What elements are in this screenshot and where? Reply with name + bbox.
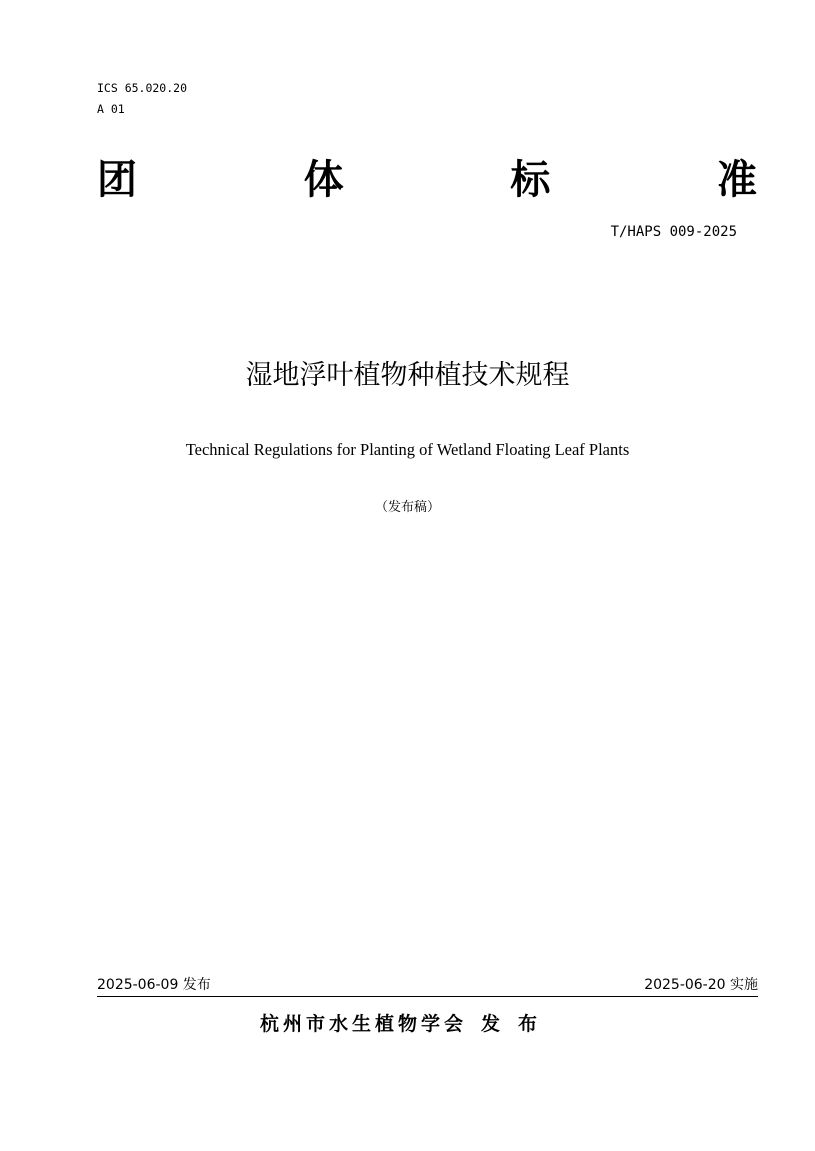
standard-type-char: 准 — [716, 156, 757, 203]
standard-type-char: 标 — [510, 156, 551, 203]
publish-date: 2025-06-09 发布 — [97, 977, 211, 993]
document-status: （发布稿） — [374, 500, 440, 515]
issuing-organization: 杭州市水生植物学会 — [259, 1013, 467, 1035]
ccs-code: A 01 — [97, 102, 125, 116]
document-title-english: Technical Regulations for Planting of Wetland Floating Leaf Plants — [185, 440, 630, 459]
document-title-chinese: 湿地浮叶植物种植技术规程 — [245, 360, 570, 391]
issuer-action: 发布 — [481, 1013, 556, 1035]
standard-type-title — [97, 152, 757, 208]
implement-date: 2025-06-20 实施 — [644, 977, 758, 993]
standard-type-char: 体 — [303, 156, 344, 203]
date-line — [97, 974, 758, 997]
standard-number: T/HAPS 009-2025 — [610, 224, 737, 240]
ics-code: ICS 65.020.20 — [97, 81, 188, 95]
standard-type-char: 团 — [97, 156, 137, 203]
issuer-line — [0, 1010, 815, 1038]
